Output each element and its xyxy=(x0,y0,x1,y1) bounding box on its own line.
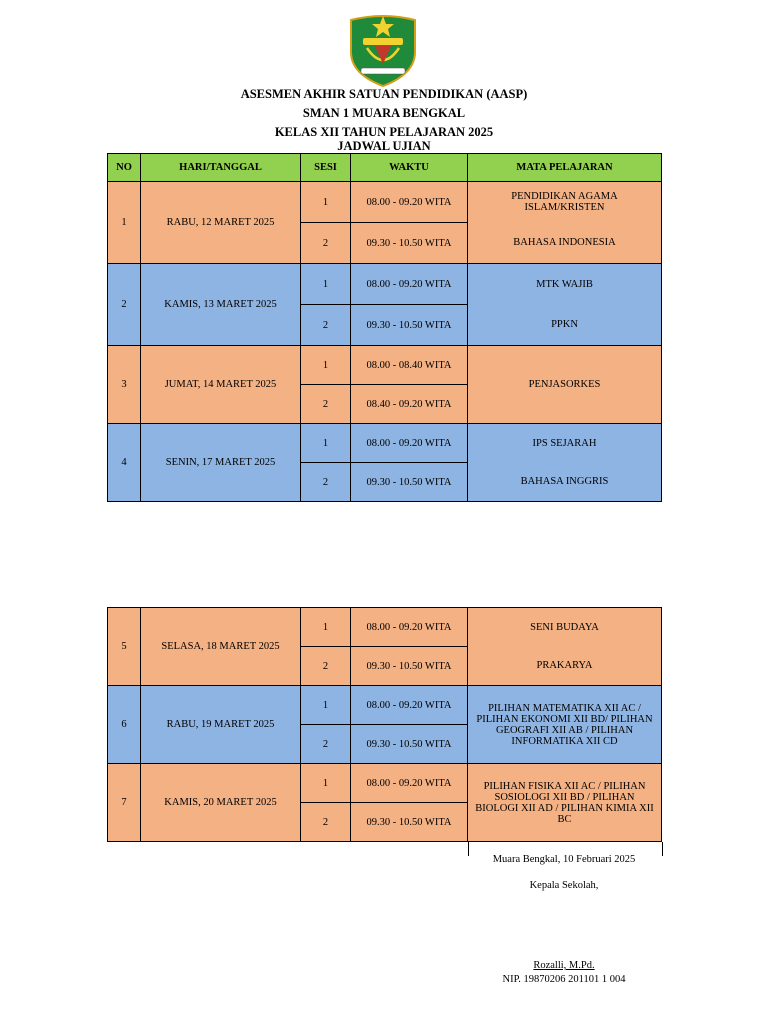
row-date: RABU, 12 MARET 2025 xyxy=(141,182,301,264)
row-number: 7 xyxy=(108,764,141,842)
subject: SENI BUDAYA xyxy=(468,608,662,647)
column-header-time: WAKTU xyxy=(351,154,468,182)
session-number: 2 xyxy=(301,385,351,424)
row-number: 1 xyxy=(108,182,141,264)
session-number: 1 xyxy=(301,264,351,305)
column-header-no: NO xyxy=(108,154,141,182)
subject: PPKN xyxy=(468,305,662,346)
row-date: RABU, 19 MARET 2025 xyxy=(141,686,301,764)
row-date: SELASA, 18 MARET 2025 xyxy=(141,608,301,686)
session-time: 08.00 - 09.20 WITA xyxy=(351,424,468,463)
session-time: 09.30 - 10.50 WITA xyxy=(351,223,468,264)
row-number: 2 xyxy=(108,264,141,346)
session-number: 2 xyxy=(301,463,351,502)
school-name: SMAN 1 MUARA BENGKAL xyxy=(302,106,466,120)
session-number: 1 xyxy=(301,346,351,385)
subject: PENJASORKES xyxy=(468,346,662,424)
class-year: KELAS XII TAHUN PELAJARAN 2025 xyxy=(274,125,494,139)
subject: PRAKARYA xyxy=(468,647,662,686)
session-number: 1 xyxy=(301,686,351,725)
table-row xyxy=(108,686,662,725)
table-header-row xyxy=(108,154,662,182)
session-time: 09.30 - 10.50 WITA xyxy=(351,463,468,502)
row-number: 6 xyxy=(108,686,141,764)
session-time: 08.00 - 09.20 WITA xyxy=(351,608,468,647)
signature-nip: NIP. 19870206 201101 1 004 xyxy=(502,974,626,985)
row-number: 3 xyxy=(108,346,141,424)
session-number: 1 xyxy=(301,608,351,647)
subject: PENDIDIKAN AGAMA ISLAM/KRISTEN xyxy=(468,182,662,223)
session-time: 08.00 - 09.20 WITA xyxy=(351,764,468,803)
subject: BAHASA INDONESIA xyxy=(468,223,662,264)
session-time: 09.30 - 10.50 WITA xyxy=(351,647,468,686)
exam-schedule-table-2 xyxy=(107,607,662,842)
regional-emblem-logo xyxy=(345,12,421,88)
table-row xyxy=(108,608,662,647)
column-header-date: HARI/TANGGAL xyxy=(141,154,301,182)
session-number: 2 xyxy=(301,305,351,346)
row-date: KAMIS, 13 MARET 2025 xyxy=(141,264,301,346)
exam-schedule-table-1 xyxy=(107,153,662,502)
column-header-session: SESI xyxy=(301,154,351,182)
session-time: 08.00 - 09.20 WITA xyxy=(351,686,468,725)
subject: MTK WAJIB xyxy=(468,264,662,305)
column-header-subject: MATA PELAJARAN xyxy=(468,154,662,182)
subject: IPS SEJARAH xyxy=(468,424,662,463)
session-number: 2 xyxy=(301,223,351,264)
document-title: ASESMEN AKHIR SATUAN PENDIDIKAN (AASP) xyxy=(240,87,528,101)
table-row xyxy=(108,346,662,385)
session-number: 1 xyxy=(301,764,351,803)
signature-name: Rozalli, M.Pd. xyxy=(533,960,595,971)
row-number: 5 xyxy=(108,608,141,686)
session-number: 2 xyxy=(301,725,351,764)
session-number: 1 xyxy=(301,182,351,223)
session-time: 08.00 - 09.20 WITA xyxy=(351,264,468,305)
session-time: 09.30 - 10.50 WITA xyxy=(351,305,468,346)
row-date: SENIN, 17 MARET 2025 xyxy=(141,424,301,502)
session-time: 08.00 - 08.40 WITA xyxy=(351,346,468,385)
subject: BAHASA INGGRIS xyxy=(468,463,662,502)
row-date: JUMAT, 14 MARET 2025 xyxy=(141,346,301,424)
row-date: KAMIS, 20 MARET 2025 xyxy=(141,764,301,842)
session-number: 1 xyxy=(301,424,351,463)
session-time: 08.40 - 09.20 WITA xyxy=(351,385,468,424)
schedule-title: JADWAL UJIAN xyxy=(337,139,431,153)
signature-place-date: Muara Bengkal, 10 Februari 2025 xyxy=(492,854,636,865)
session-number: 2 xyxy=(301,803,351,842)
table-row xyxy=(108,182,662,223)
signature-position: Kepala Sekolah, xyxy=(529,880,599,891)
subject: PILIHAN FISIKA XII AC / PILIHAN SOSIOLOGI XII BD / PILIHAN BIOLOGI XII AD / PILIHAN KIMIA XII BC xyxy=(468,764,662,842)
subject: PILIHAN MATEMATIKA XII AC / PILIHAN EKONOMI XII BD/ PILIHAN GEOGRAFI XII AB / PILIHAN INFORMATIKA XII CD xyxy=(468,686,662,764)
session-time: 09.30 - 10.50 WITA xyxy=(351,803,468,842)
table-row xyxy=(108,424,662,463)
table-row xyxy=(108,764,662,803)
table-row xyxy=(108,264,662,305)
session-time: 09.30 - 10.50 WITA xyxy=(351,725,468,764)
row-number: 4 xyxy=(108,424,141,502)
session-number: 2 xyxy=(301,647,351,686)
session-time: 08.00 - 09.20 WITA xyxy=(351,182,468,223)
